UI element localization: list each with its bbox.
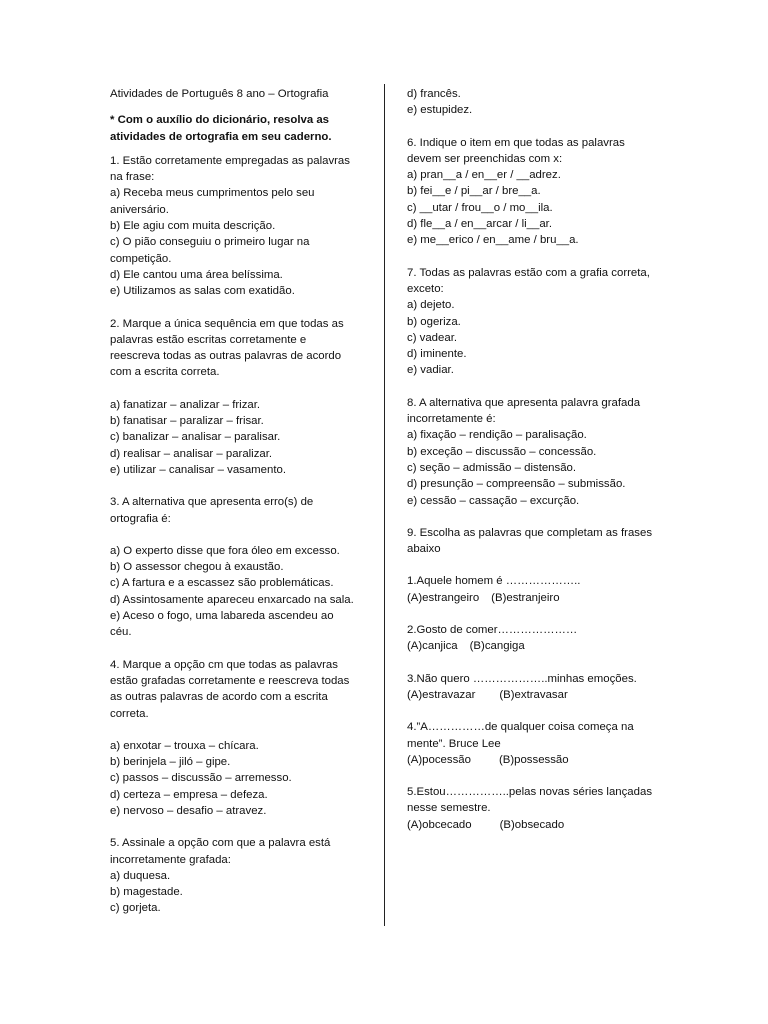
answer-option: b) exceção – discussão – concessão. bbox=[407, 445, 597, 458]
answer-option: d) fle__a / en__arcar / li__ar. bbox=[407, 218, 553, 231]
answer-option: b) O assessor chegou à exaustão. bbox=[110, 561, 284, 574]
answer-option: c) banalizar – analisar – paralisar. bbox=[110, 431, 281, 444]
column-divider bbox=[384, 84, 385, 926]
question-prompt: 7. Todas as palavras estão com a grafia correta, bbox=[407, 266, 650, 279]
answer-option: e) utilizar – canalisar – vasamento. bbox=[110, 463, 287, 476]
answer-option: a) duquesa. bbox=[110, 869, 171, 882]
question-6 bbox=[407, 135, 682, 249]
choice-a: (A)obcecado bbox=[407, 818, 472, 831]
answer-option: e) me__erico / en__ame / bru__a. bbox=[407, 234, 579, 247]
answer-option: d) francês. bbox=[407, 88, 461, 100]
fill-in-sentence: mente”. Bruce Lee bbox=[407, 737, 501, 750]
choice-pair bbox=[407, 638, 682, 654]
answer-option: b) berinjela – jiló – gipe. bbox=[110, 756, 231, 769]
question-7 bbox=[407, 265, 682, 379]
question-prompt: 1. Estão corretamente empregadas as palavras bbox=[110, 154, 350, 167]
choice-b: (B)extravasar bbox=[499, 688, 568, 701]
instructions bbox=[110, 112, 382, 145]
question-prompt: 3. A alternativa que apresenta erro(s) de bbox=[110, 496, 314, 509]
question-prompt: correta. bbox=[110, 707, 149, 720]
answer-option: a) Receba meus cumprimentos pelo seu bbox=[110, 187, 315, 200]
question-prompt: ortografia é: bbox=[110, 512, 171, 525]
choice-b: (B)possessão bbox=[498, 753, 569, 766]
fill-in-item bbox=[407, 671, 682, 704]
question-prompt: reescreva todas as outras palavras de acordo bbox=[110, 350, 342, 363]
answer-option: c) passos – discussão – arremesso. bbox=[110, 772, 292, 785]
answer-option: a) O experto disse que fora óleo em excesso. bbox=[110, 544, 340, 557]
answer-option: aniversário. bbox=[110, 203, 169, 216]
question-prompt: palavras estão escritas corretamente e bbox=[110, 333, 307, 346]
choice-b: (B)obsecado bbox=[499, 818, 565, 831]
question-prompt: na frase: bbox=[110, 171, 155, 184]
question-2 bbox=[110, 316, 382, 479]
choice-pair bbox=[407, 752, 682, 768]
choice-a: (A)pocessão bbox=[407, 753, 471, 766]
question-5 bbox=[110, 835, 382, 916]
question-prompt: abaixo bbox=[407, 543, 441, 556]
answer-option: c) vadear. bbox=[407, 331, 458, 344]
question-1 bbox=[110, 153, 382, 300]
instruction-line: * Com o auxílio do dicionário, resolva as bbox=[110, 114, 330, 127]
fill-in-item bbox=[407, 573, 682, 606]
question-prompt: 8. A alternativa que apresenta palavra grafada bbox=[407, 396, 641, 409]
answer-option: b) ogeriza. bbox=[407, 315, 461, 328]
answer-option: a) pran__a / en__er / __adrez. bbox=[407, 169, 561, 182]
fill-in-item bbox=[407, 784, 682, 833]
fill-in-sentence: 1.Aquele homem é ……………….. bbox=[407, 575, 581, 588]
fill-in-sentence: 3.Não quero ………………..minhas emoções. bbox=[407, 672, 637, 685]
fill-in-sentence: 4.”A……………de qualquer coisa começa na bbox=[407, 721, 634, 734]
left-column bbox=[110, 86, 382, 917]
fill-in-sentence: nesse semestre. bbox=[407, 802, 491, 815]
answer-option: d) Ele cantou uma área belíssima. bbox=[110, 268, 283, 281]
question-prompt: 5. Assinale a opção com que a palavra está bbox=[110, 837, 331, 850]
choice-b: (B)cangiga bbox=[469, 640, 525, 653]
answer-option: d) iminente. bbox=[407, 348, 467, 361]
choice-a: (A)estrangeiro bbox=[407, 591, 480, 604]
answer-option: e) estupidez. bbox=[407, 104, 473, 117]
fill-in-item bbox=[407, 719, 682, 768]
question-prompt: exceto: bbox=[407, 282, 444, 295]
fill-in-item bbox=[407, 622, 682, 655]
answer-option: b) Ele agiu com muita descrição. bbox=[110, 220, 276, 233]
answer-option: e) Utilizamos as salas com exatidão. bbox=[110, 285, 295, 298]
page-title: Atividades de Português 8 ano – Ortografia bbox=[110, 88, 329, 100]
answer-option: d) certeza – empresa – defeza. bbox=[110, 788, 268, 801]
answer-option: e) nervoso – desafio – atravez. bbox=[110, 804, 267, 817]
question-8 bbox=[407, 395, 682, 509]
choice-pair bbox=[407, 590, 682, 606]
answer-option: c) A fartura e a escassez são problemáticas. bbox=[110, 577, 334, 590]
question-5-continued bbox=[407, 86, 682, 119]
question-prompt: estão grafadas corretamente e reescreva todas bbox=[110, 674, 350, 687]
answer-option: céu. bbox=[110, 626, 132, 639]
answer-option: c) seção – admissão – distensão. bbox=[407, 461, 577, 474]
choice-pair bbox=[407, 817, 682, 833]
answer-option: b) magestade. bbox=[110, 886, 183, 899]
right-column bbox=[407, 86, 682, 833]
question-prompt: com a escrita correta. bbox=[110, 366, 220, 379]
choice-pair bbox=[407, 687, 682, 703]
answer-option: b) fanatisar – paralizar – frisar. bbox=[110, 415, 264, 428]
question-prompt: 4. Marque a opção cm que todas as palavras bbox=[110, 658, 338, 671]
question-prompt: 2. Marque a única sequência em que todas as bbox=[110, 317, 344, 330]
answer-option: c) __utar / frou__o / mo__ila. bbox=[407, 201, 553, 214]
question-prompt: as outras palavras de acordo com a escrita bbox=[110, 691, 328, 704]
answer-option: competição. bbox=[110, 252, 172, 265]
answer-option: a) fixação – rendição – paralisação. bbox=[407, 429, 587, 442]
answer-option: e) Aceso o fogo, uma labareda ascendeu ao bbox=[110, 610, 334, 623]
answer-option: e) cessão – cassação – excurção. bbox=[407, 494, 580, 507]
answer-option: e) vadiar. bbox=[407, 364, 454, 377]
question-prompt: 9. Escolha as palavras que completam as frases bbox=[407, 526, 653, 539]
fill-in-sentence: 5.Estou……………..pelas novas séries lançadas bbox=[407, 786, 653, 799]
choice-a: (A)estravazar bbox=[407, 688, 476, 701]
instruction-line: atividades de ortografia em seu caderno. bbox=[110, 130, 332, 143]
answer-option: c) O pião conseguiu o primeiro lugar na bbox=[110, 236, 310, 249]
answer-option: b) fei__e / pi__ar / bre__a. bbox=[407, 185, 541, 198]
answer-option: a) enxotar – trouxa – chícara. bbox=[110, 739, 259, 752]
choice-a: (A)canjica bbox=[407, 640, 458, 653]
question-prompt: incorretamente grafada: bbox=[110, 853, 231, 866]
answer-option: a) dejeto. bbox=[407, 299, 455, 312]
question-prompt: devem ser preenchidas com x: bbox=[407, 152, 563, 165]
question-4 bbox=[110, 657, 382, 820]
answer-option: c) gorjeta. bbox=[110, 902, 161, 915]
question-prompt: incorretamente é: bbox=[407, 413, 496, 426]
answer-option: d) presunção – compreensão – submissão. bbox=[407, 478, 626, 491]
question-9 bbox=[407, 525, 682, 833]
answer-option: a) fanatizar – analizar – frizar. bbox=[110, 398, 261, 411]
answer-option: d) realisar – analisar – paralizar. bbox=[110, 447, 273, 460]
answer-option: d) Assintosamente apareceu enxarcado na sala. bbox=[110, 593, 354, 606]
question-prompt: 6. Indique o item em que todas as palavras bbox=[407, 136, 625, 149]
choice-b: (B)estranjeiro bbox=[491, 591, 560, 604]
fill-in-sentence: 2.Gosto de comer………………… bbox=[407, 624, 578, 637]
question-3 bbox=[110, 494, 382, 640]
